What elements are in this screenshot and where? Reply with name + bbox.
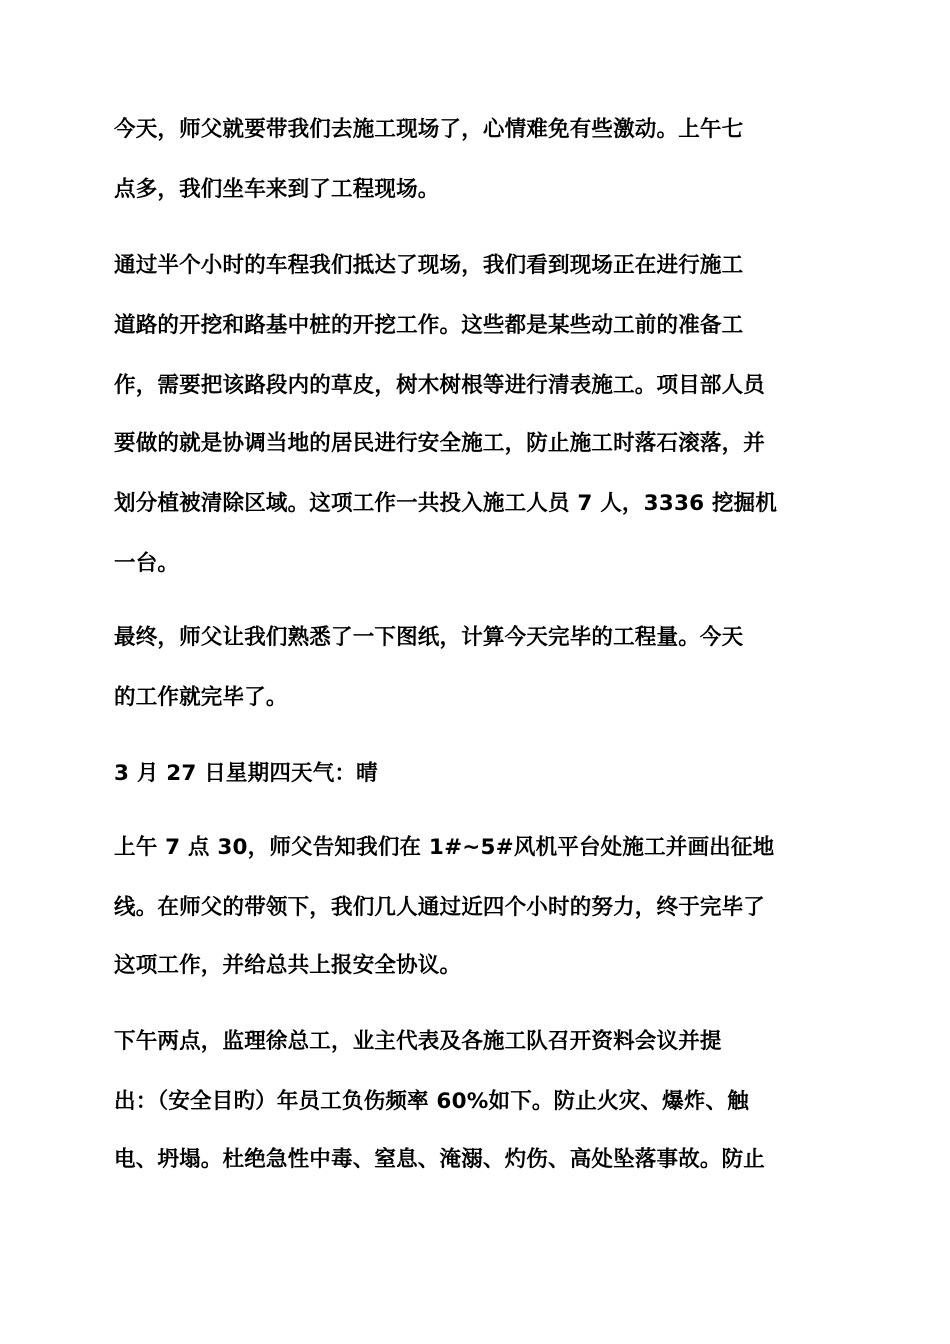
paragraph-3-line-1: 最终，师父让我们熟悉了一下图纸，计算今天完毕的工程量。今天: [114, 625, 744, 650]
paragraph-4-line-3: 这项工作，并给总共上报安全协议。: [114, 953, 462, 978]
paragraph-3-line-2: 的工作就完毕了。: [114, 685, 288, 710]
paragraph-2-line-5: 划分植被清除区域。这项工作一共投入施工人员 7 人，3336 挖掘机: [114, 491, 778, 516]
date-weather-heading: 3 月 27 日星期四天气：晴: [114, 761, 378, 786]
paragraph-2-line-6: 一台。: [114, 551, 180, 576]
paragraph-5-line-2: 出：（安全目旳）年员工负伤频率 60%如下。防止火灾、爆炸、触: [114, 1089, 749, 1114]
paragraph-4-line-2: 线。在师父的带领下，我们几人通过近四个小时的努力，终于完毕了: [114, 895, 766, 920]
paragraph-2-line-2: 道路的开挖和路基中桩的开挖工作。这些都是某些动工前的准备工: [114, 313, 744, 338]
paragraph-5-line-3: 电、坍塌。杜绝急性中毒、窒息、淹溺、灼伤、高处坠落事故。防止: [114, 1147, 766, 1172]
paragraph-4-line-1: 上午 7 点 30，师父告知我们在 1#~5#风机平台处施工并画出征地: [114, 835, 775, 860]
paragraph-2-line-1: 通过半个小时的车程我们抵达了现场，我们看到现场正在进行施工: [114, 253, 744, 278]
paragraph-5-line-1: 下午两点，监理徐总工，业主代表及各施工队召开资料会议并提: [114, 1029, 722, 1054]
paragraph-2-line-4: 要做的就是协调当地的居民进行安全施工，防止施工时落石滚落，并: [114, 431, 766, 456]
paragraph-2-line-3: 作，需要把该路段内的草皮，树木树根等进行清表施工。项目部人员: [114, 373, 766, 398]
paragraph-1-line-1: 今天，师父就要带我们去施工现场了，心情难免有些激动。上午七: [114, 117, 744, 142]
paragraph-1-line-2: 点多，我们坐车来到了工程现场。: [114, 177, 440, 202]
